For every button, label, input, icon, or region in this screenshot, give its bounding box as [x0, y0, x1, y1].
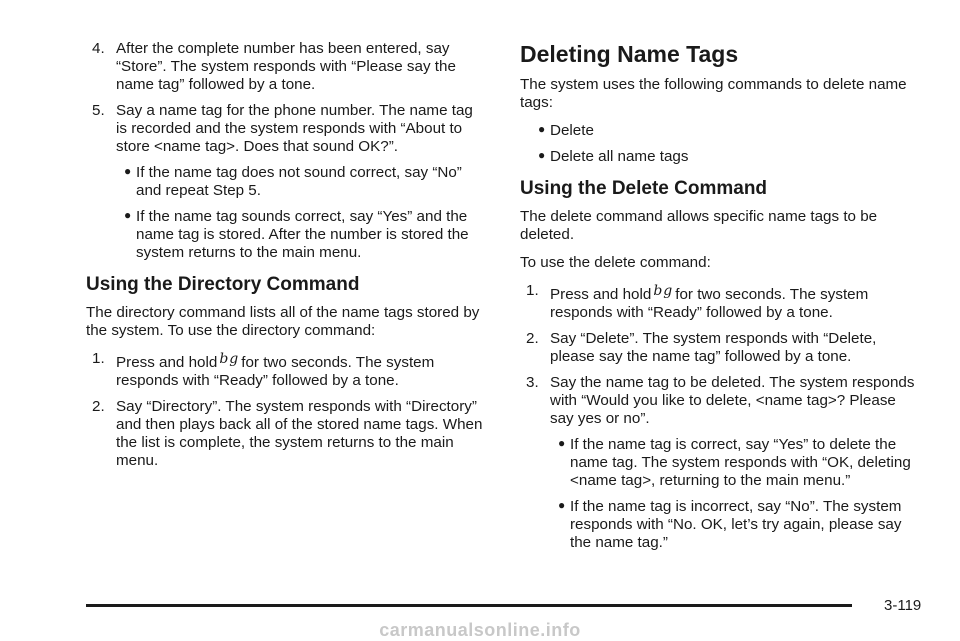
directory-step-1: 1. Press and hold bg for two seconds. The system responds with “Ready” followed by a tone. [92, 350, 435, 389]
bullet-icon: ● [124, 164, 132, 178]
delete-step-3: 3. Say the name tag to be deleted. The system responds with “Would you like to delete, <name tag>? Please say yes or no”. [526, 374, 915, 427]
list-item: ● Delete all name tags [538, 148, 689, 165]
list-item: ● If the name tag does not sound correct, say “No” and repeat Step 5. [124, 164, 462, 199]
page-number: 3-119 [884, 597, 922, 614]
bullet-icon: ● [558, 436, 566, 450]
paragraph: The directory command lists all of the name tags stored by the system. To use the directory command: [86, 304, 480, 339]
paragraph: The delete command allows specific name tags to be deleted. [520, 208, 878, 243]
paragraph: To use the delete command: [520, 254, 711, 271]
bullet-icon: ● [538, 122, 546, 136]
talk-button-icon: bg [219, 351, 240, 367]
bullet-icon: ● [558, 498, 566, 512]
bullet-icon: ● [124, 208, 132, 222]
watermark: carmanualsonline.info [379, 620, 581, 640]
delete-step-2: 2. Say “Delete”. The system responds with “Delete, please say the name tag” followed by a tone. [526, 330, 877, 365]
section-heading: Using the Delete Command [520, 178, 768, 199]
directory-step-2: 2. Say “Directory”. The system responds with “Directory” and then plays back all of the stored name tags. When the list is complete, the system returns to the main menu. [92, 398, 483, 469]
section-heading: Using the Directory Command [86, 274, 360, 295]
right-column [520, 40, 920, 560]
talk-button-icon: bg [653, 283, 674, 299]
footer-rule [86, 604, 852, 607]
list-item: ● If the name tag is correct, say “Yes” to delete the name tag. The system responds with “OK, deleting <name tag>, returning to the main menu.” [558, 436, 911, 489]
delete-step-1: 1. Press and hold bg for two seconds. The system responds with “Ready” followed by a tone. [526, 282, 869, 321]
bullet-icon: ● [538, 148, 546, 162]
list-item: ● Delete [538, 122, 594, 139]
list-item: ● If the name tag is incorrect, say “No”. The system responds with “No. OK, let’s try again, please say the name tag.” [558, 498, 902, 551]
list-item: ● If the name tag sounds correct, say “Yes” and the name tag is stored. After the number is stored the system returns to the main menu. [124, 208, 469, 261]
left-column [86, 40, 486, 478]
step-4: 4. After the complete number has been entered, say “Store”. The system responds with “Please say the name tag” followed by a tone. [92, 40, 456, 93]
paragraph: The system uses the following commands to delete name tags: [520, 76, 907, 111]
step-5: 5. Say a name tag for the phone number. The name tag is recorded and the system responds with “About to store <name tag>. Does that sound OK?”. [92, 102, 473, 155]
page-title: Deleting Name Tags [520, 41, 739, 67]
